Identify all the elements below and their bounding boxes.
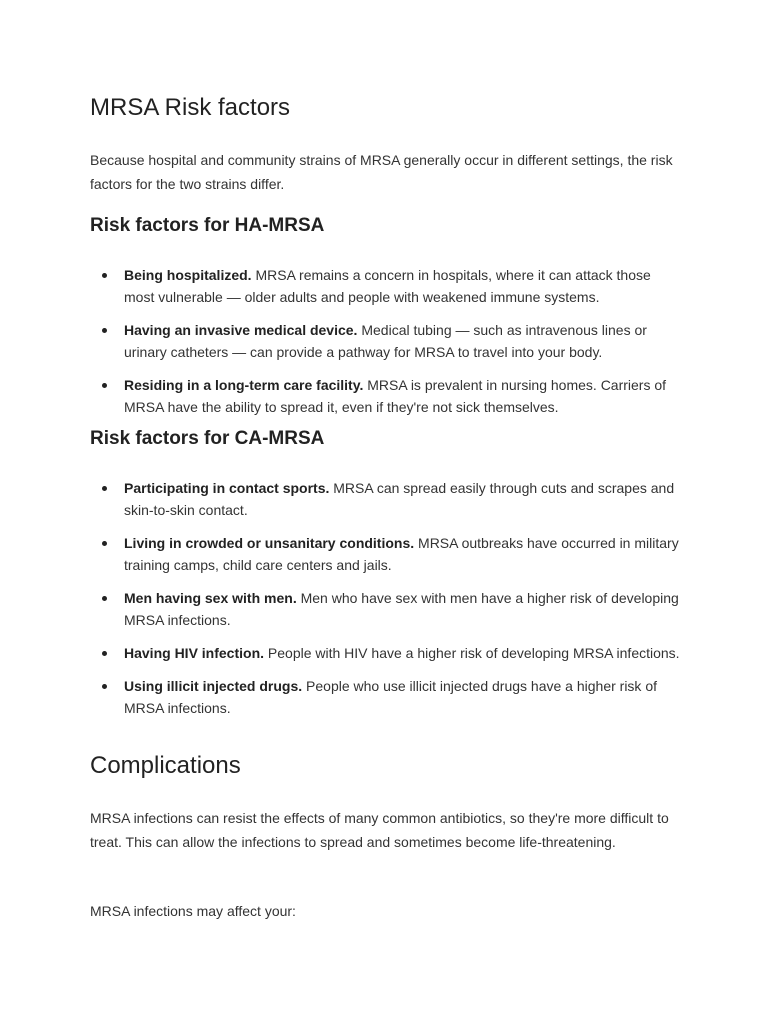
bullet-icon: [102, 596, 107, 601]
list-item-text: Men who have sex with men have a higher risk of developing MRSA infections.: [124, 590, 679, 628]
complications-paragraph: MRSA infections can resist the effects of many common antibiotics, so they're more difficult to treat. This can allow the infections to spread and sometimes become life-threatening.: [90, 810, 669, 850]
list-item-bold: Residing in a long-term care facility.: [124, 377, 364, 393]
complications-lead-in: MRSA infections may affect your:: [90, 903, 296, 919]
list-item: [90, 319, 680, 363]
bullet-icon: [102, 328, 107, 333]
list-item-bold: Participating in contact sports.: [124, 480, 330, 496]
bullet-icon: [102, 486, 107, 491]
list-item: [90, 477, 680, 521]
list-item: [90, 675, 680, 719]
list-item-text: MRSA remains a concern in hospitals, where it can attack those most vulnerable — older adults and people with weakened immune systems.: [124, 267, 651, 305]
ha-mrsa-heading: Risk factors for HA-MRSA: [90, 215, 325, 236]
list-item-text: MRSA is prevalent in nursing homes. Carriers of MRSA have the ability to spread it, even if they're not sick themselves.: [124, 377, 667, 415]
bullet-icon: [102, 684, 107, 689]
ca-mrsa-list: [90, 477, 680, 730]
list-item: [90, 532, 680, 576]
intro-paragraph: Because hospital and community strains of MRSA generally occur in different settings, the risk factors for the two strains differ.: [90, 152, 673, 192]
list-item-bold: Living in crowded or unsanitary conditions.: [124, 535, 415, 551]
list-item: [90, 374, 680, 418]
list-item: [90, 642, 680, 664]
page-title: MRSA Risk factors: [90, 94, 291, 121]
list-item-text: People who use illicit injected drugs have a higher risk of MRSA infections.: [124, 678, 658, 716]
list-item-bold: Being hospitalized.: [124, 267, 252, 283]
list-item-text: MRSA outbreaks have occurred in military training camps, child care centers and jails.: [124, 535, 679, 573]
list-item: [90, 264, 680, 308]
list-item-bold: Having an invasive medical device.: [124, 322, 358, 338]
bullet-icon: [102, 541, 107, 546]
bullet-icon: [102, 273, 107, 278]
list-item-bold: Using illicit injected drugs.: [124, 678, 303, 694]
list-item: [90, 587, 680, 631]
ca-mrsa-heading: Risk factors for CA-MRSA: [90, 428, 325, 449]
bullet-icon: [102, 651, 107, 656]
ha-mrsa-list: [90, 264, 680, 429]
list-item-text: Medical tubing — such as intravenous lines or urinary catheters — can provide a pathway for MRSA to travel into your body.: [124, 322, 647, 360]
list-item-bold: Men having sex with men.: [124, 590, 297, 606]
list-item-text: People with HIV have a higher risk of developing MRSA infections.: [264, 645, 680, 661]
list-item-bold: Having HIV infection.: [124, 645, 265, 661]
list-item-text: MRSA can spread easily through cuts and scrapes and skin-to-skin contact.: [124, 480, 675, 518]
complications-heading: Complications: [90, 752, 241, 779]
bullet-icon: [102, 383, 107, 388]
